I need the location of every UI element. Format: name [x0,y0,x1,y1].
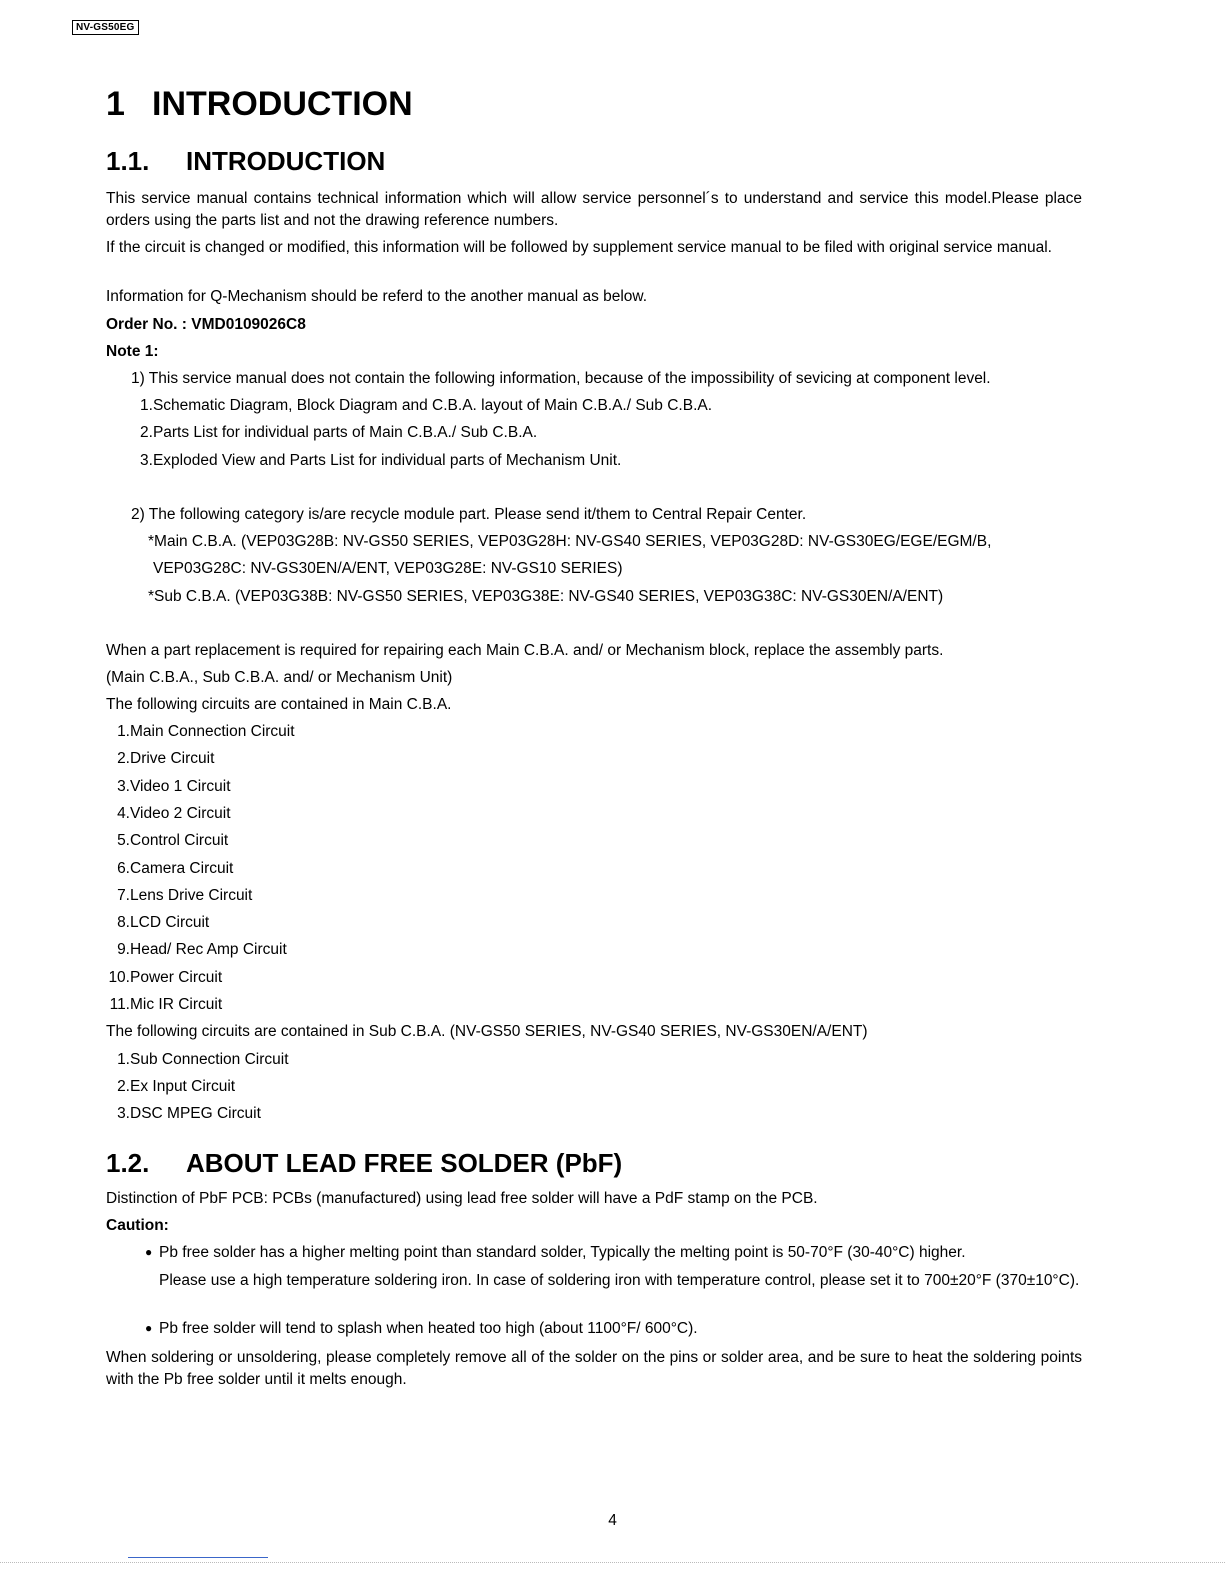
list-item: 3.Video 1 Circuit [117,778,231,795]
section-1-2-title [106,1147,622,1179]
caution-bullet-1-continued: Please use a high temperature soldering iron. In case of soldering iron with temperature control, please set it to 700±20°F (370±10°C). [159,1272,1080,1289]
main-circuits-intro: The following circuits are contained in Main C.B.A. [106,696,452,713]
list-item: 6.Camera Circuit [117,860,234,877]
list-item: 2.Ex Input Circuit [117,1078,236,1095]
closing-paragraph: When soldering or unsoldering, please completely remove all of the solder on the pins or solder area, and be sure to heat the soldering points with the Pb free solder until it melts enough. [106,1349,1082,1388]
note1-item2: 2) The following category is/are recycle module part. Please send it/them to Central Repair Center. [131,506,807,523]
caution-bullet-2: Pb free solder will tend to splash when heated too high (about 1100°F/ 600°C). [159,1320,698,1337]
pbf-distinction: Distinction of PbF PCB: PCBs (manufactured) using lead free solder will have a PdF stamp on the PCB. [106,1190,818,1207]
list-item: 5.Control Circuit [117,832,229,849]
chapter-heading: INTRODUCTION [152,85,413,123]
chapter-title [106,84,413,124]
list-item: 1.Schematic Diagram, Block Diagram and C.B.A. layout of Main C.B.A./ Sub C.B.A. [140,397,713,414]
list-item: 9.Head/ Rec Amp Circuit [117,941,287,958]
model-tag: NV-GS50EG [72,20,139,35]
bullet-icon: ● [145,1321,153,1335]
list-item: 8.LCD Circuit [117,914,210,931]
list-item: 2.Drive Circuit [117,750,215,767]
section-1-1-heading: INTRODUCTION [186,146,386,176]
section-1-2-heading: ABOUT LEAD FREE SOLDER (PbF) [186,1148,623,1178]
main-cba-line2: VEP03G28C: NV-GS30EN/A/ENT, VEP03G28E: NV-GS10 SERIES) [153,560,623,577]
list-item: 1.Sub Connection Circuit [117,1051,289,1068]
replace-paragraph: When a part replacement is required for repairing each Main C.B.A. and/ or Mechanism block, replace the assembly parts. [106,642,944,659]
list-item: 3.DSC MPEG Circuit [117,1105,261,1122]
caution-label: Caution: [106,1217,169,1234]
bottom-divider [128,1557,268,1558]
main-cba-line1: *Main C.B.A. (VEP03G28B: NV-GS50 SERIES, VEP03G28H: NV-GS40 SERIES, VEP03G28D: NV-GS30EG/EGE/EGM/B, [148,533,992,550]
circuit-change-paragraph: If the circuit is changed or modified, this information will be followed by supplement service manual to be filed with original service manual. [106,239,1052,256]
section-1-1-title [106,145,385,177]
caution-bullet-1: Pb free solder has a higher melting point than standard solder, Typically the melting point is 50-70°F (30-40°C) higher. [159,1244,966,1261]
order-number: Order No. : VMD0109026C8 [106,316,306,333]
q-mechanism-paragraph: Information for Q-Mechanism should be referd to the another manual as below. [106,288,648,305]
intro-paragraph: This service manual contains technical information which will allow service personnel´s to understand and service this model.Please place orders using the parts list and not the drawing reference numbers. [106,190,1082,229]
sub-cba-line: *Sub C.B.A. (VEP03G38B: NV-GS50 SERIES, VEP03G38E: NV-GS40 SERIES, VEP03G38C: NV-GS30EN/A/ENT) [148,588,944,605]
bullet-icon: ● [145,1245,153,1259]
list-item: 10.Power Circuit [108,969,223,986]
bottom-dotted-rule [0,1562,1225,1563]
page-number: 4 [608,1512,617,1529]
list-item: 3.Exploded View and Parts List for individual parts of Mechanism Unit. [140,452,622,469]
note1-item1: 1) This service manual does not contain the following information, because of the impossibility of sevicing at component level. [131,370,991,387]
list-item: 4.Video 2 Circuit [117,805,231,822]
replace-paragraph-2: (Main C.B.A., Sub C.B.A. and/ or Mechanism Unit) [106,669,453,686]
section-1-2-number: 1.2. [106,1148,150,1178]
list-item: 1.Main Connection Circuit [117,723,295,740]
note-label: Note 1: [106,343,159,360]
list-item: 11.Mic IR Circuit [109,996,223,1013]
chapter-number: 1 [106,85,125,123]
list-item: 2.Parts List for individual parts of Main C.B.A./ Sub C.B.A. [140,424,538,441]
sub-circuits-intro: The following circuits are contained in Sub C.B.A. (NV-GS50 SERIES, NV-GS40 SERIES, NV-GS30EN/A/ENT) [106,1023,868,1040]
section-1-1-number: 1.1. [106,146,150,176]
list-item: 7.Lens Drive Circuit [117,887,253,904]
